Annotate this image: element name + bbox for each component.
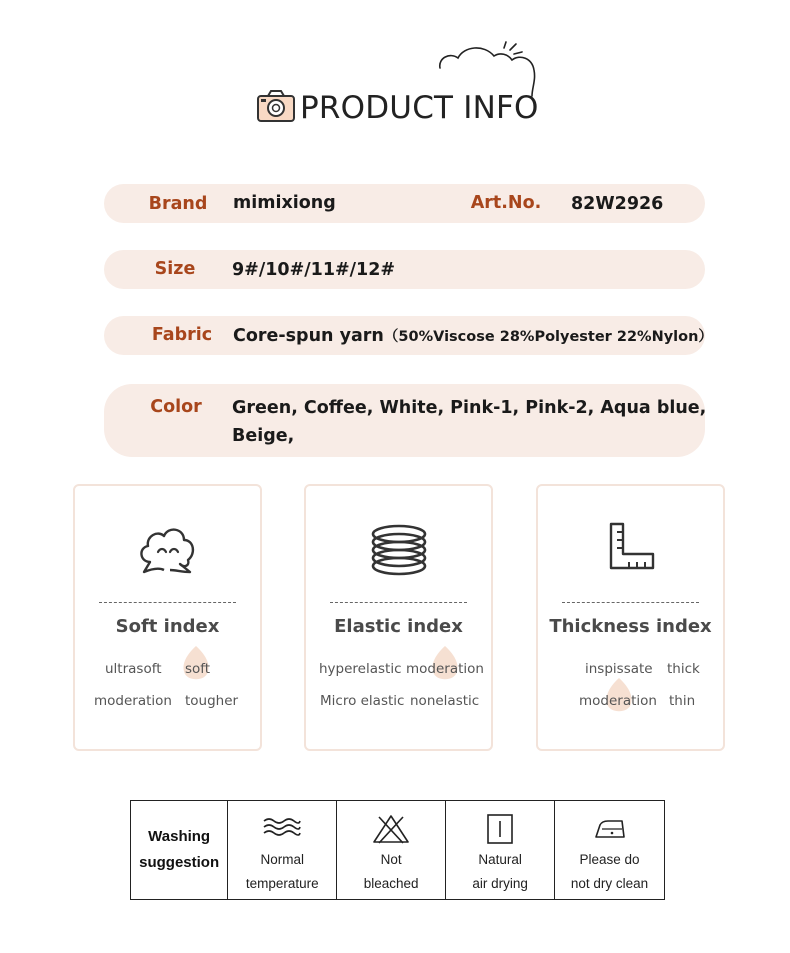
card-title: Elastic index (334, 616, 463, 637)
wash-item-line2: bleached (363, 876, 419, 891)
option-moderation: moderation (579, 693, 657, 709)
option-micro-elastic: Micro elastic (320, 693, 405, 709)
color-label: Color (150, 397, 202, 417)
fabric-composition: （50%Viscose 28%Polyester 22%Nylon） (383, 329, 713, 345)
color-value-line1: Green, Coffee, White, Pink-1, Pink-2, Aqua blue, (232, 398, 707, 418)
wash-item-air-drying (446, 801, 555, 899)
fabric-yarn: Core-spun yarn (233, 326, 384, 346)
water-waves-icon (262, 813, 302, 843)
wash-item-not-bleached (337, 801, 446, 899)
color-value-line2: Beige, (232, 426, 295, 446)
wash-item-line1: Normal (260, 852, 304, 867)
washing-suggestion-table (130, 800, 665, 900)
artno-label: Art.No. (470, 193, 542, 213)
option-moderation: moderation (94, 693, 172, 709)
option-hyperelastic: hyperelastic (319, 661, 402, 677)
option-inspissate: inspissate (585, 661, 653, 677)
line-dry-icon (484, 813, 516, 845)
washing-heading-line2: suggestion (139, 854, 220, 871)
wash-item-line2: temperature (245, 876, 319, 891)
divider (330, 602, 467, 603)
page-title: PRODUCT INFO (300, 90, 539, 126)
page-header (0, 0, 790, 150)
camera-icon (256, 88, 296, 124)
size-value: 9#/10#/11#/12# (232, 260, 396, 280)
brand-label: Brand (148, 194, 208, 214)
wash-item-line2: not dry clean (570, 876, 649, 891)
wash-item-no-dry-clean (555, 801, 664, 899)
brand-row (104, 184, 705, 223)
spring-coil-icon (367, 518, 431, 582)
size-row (104, 250, 705, 289)
option-moderation: moderation (406, 661, 484, 677)
fabric-row (104, 316, 713, 355)
iron-icon (590, 813, 630, 843)
divider (99, 602, 236, 603)
washing-heading (131, 801, 228, 899)
wash-item-line1: Not (380, 852, 402, 867)
artno-value: 82W2926 (571, 194, 664, 214)
wash-item-normal-temperature (228, 801, 337, 899)
wash-item-line1: Please do (579, 852, 640, 867)
option-soft: soft (185, 661, 211, 677)
fabric-value (233, 325, 713, 346)
washing-heading-line1: Washing (148, 828, 211, 845)
option-tougher: tougher (185, 693, 239, 709)
soft-index-card (73, 484, 262, 751)
option-thin: thin (669, 693, 696, 709)
wash-item-line1: Natural (478, 852, 522, 867)
brand-value: mimixiong (233, 193, 336, 213)
size-label: Size (154, 259, 196, 279)
option-ultrasoft: ultrasoft (105, 661, 162, 677)
fabric-label: Fabric (151, 325, 213, 345)
thickness-index-card (536, 484, 725, 751)
wash-item-line2: air drying (472, 876, 528, 891)
divider (562, 602, 699, 603)
no-bleach-icon (371, 813, 411, 845)
option-thick: thick (667, 661, 700, 677)
color-row (104, 384, 705, 457)
elastic-index-card (304, 484, 493, 751)
card-title: Soft index (115, 616, 220, 637)
ruler-icon (599, 518, 663, 582)
card-title: Thickness index (549, 616, 712, 637)
cotton-icon (136, 518, 200, 582)
option-nonelastic: nonelastic (410, 693, 480, 709)
